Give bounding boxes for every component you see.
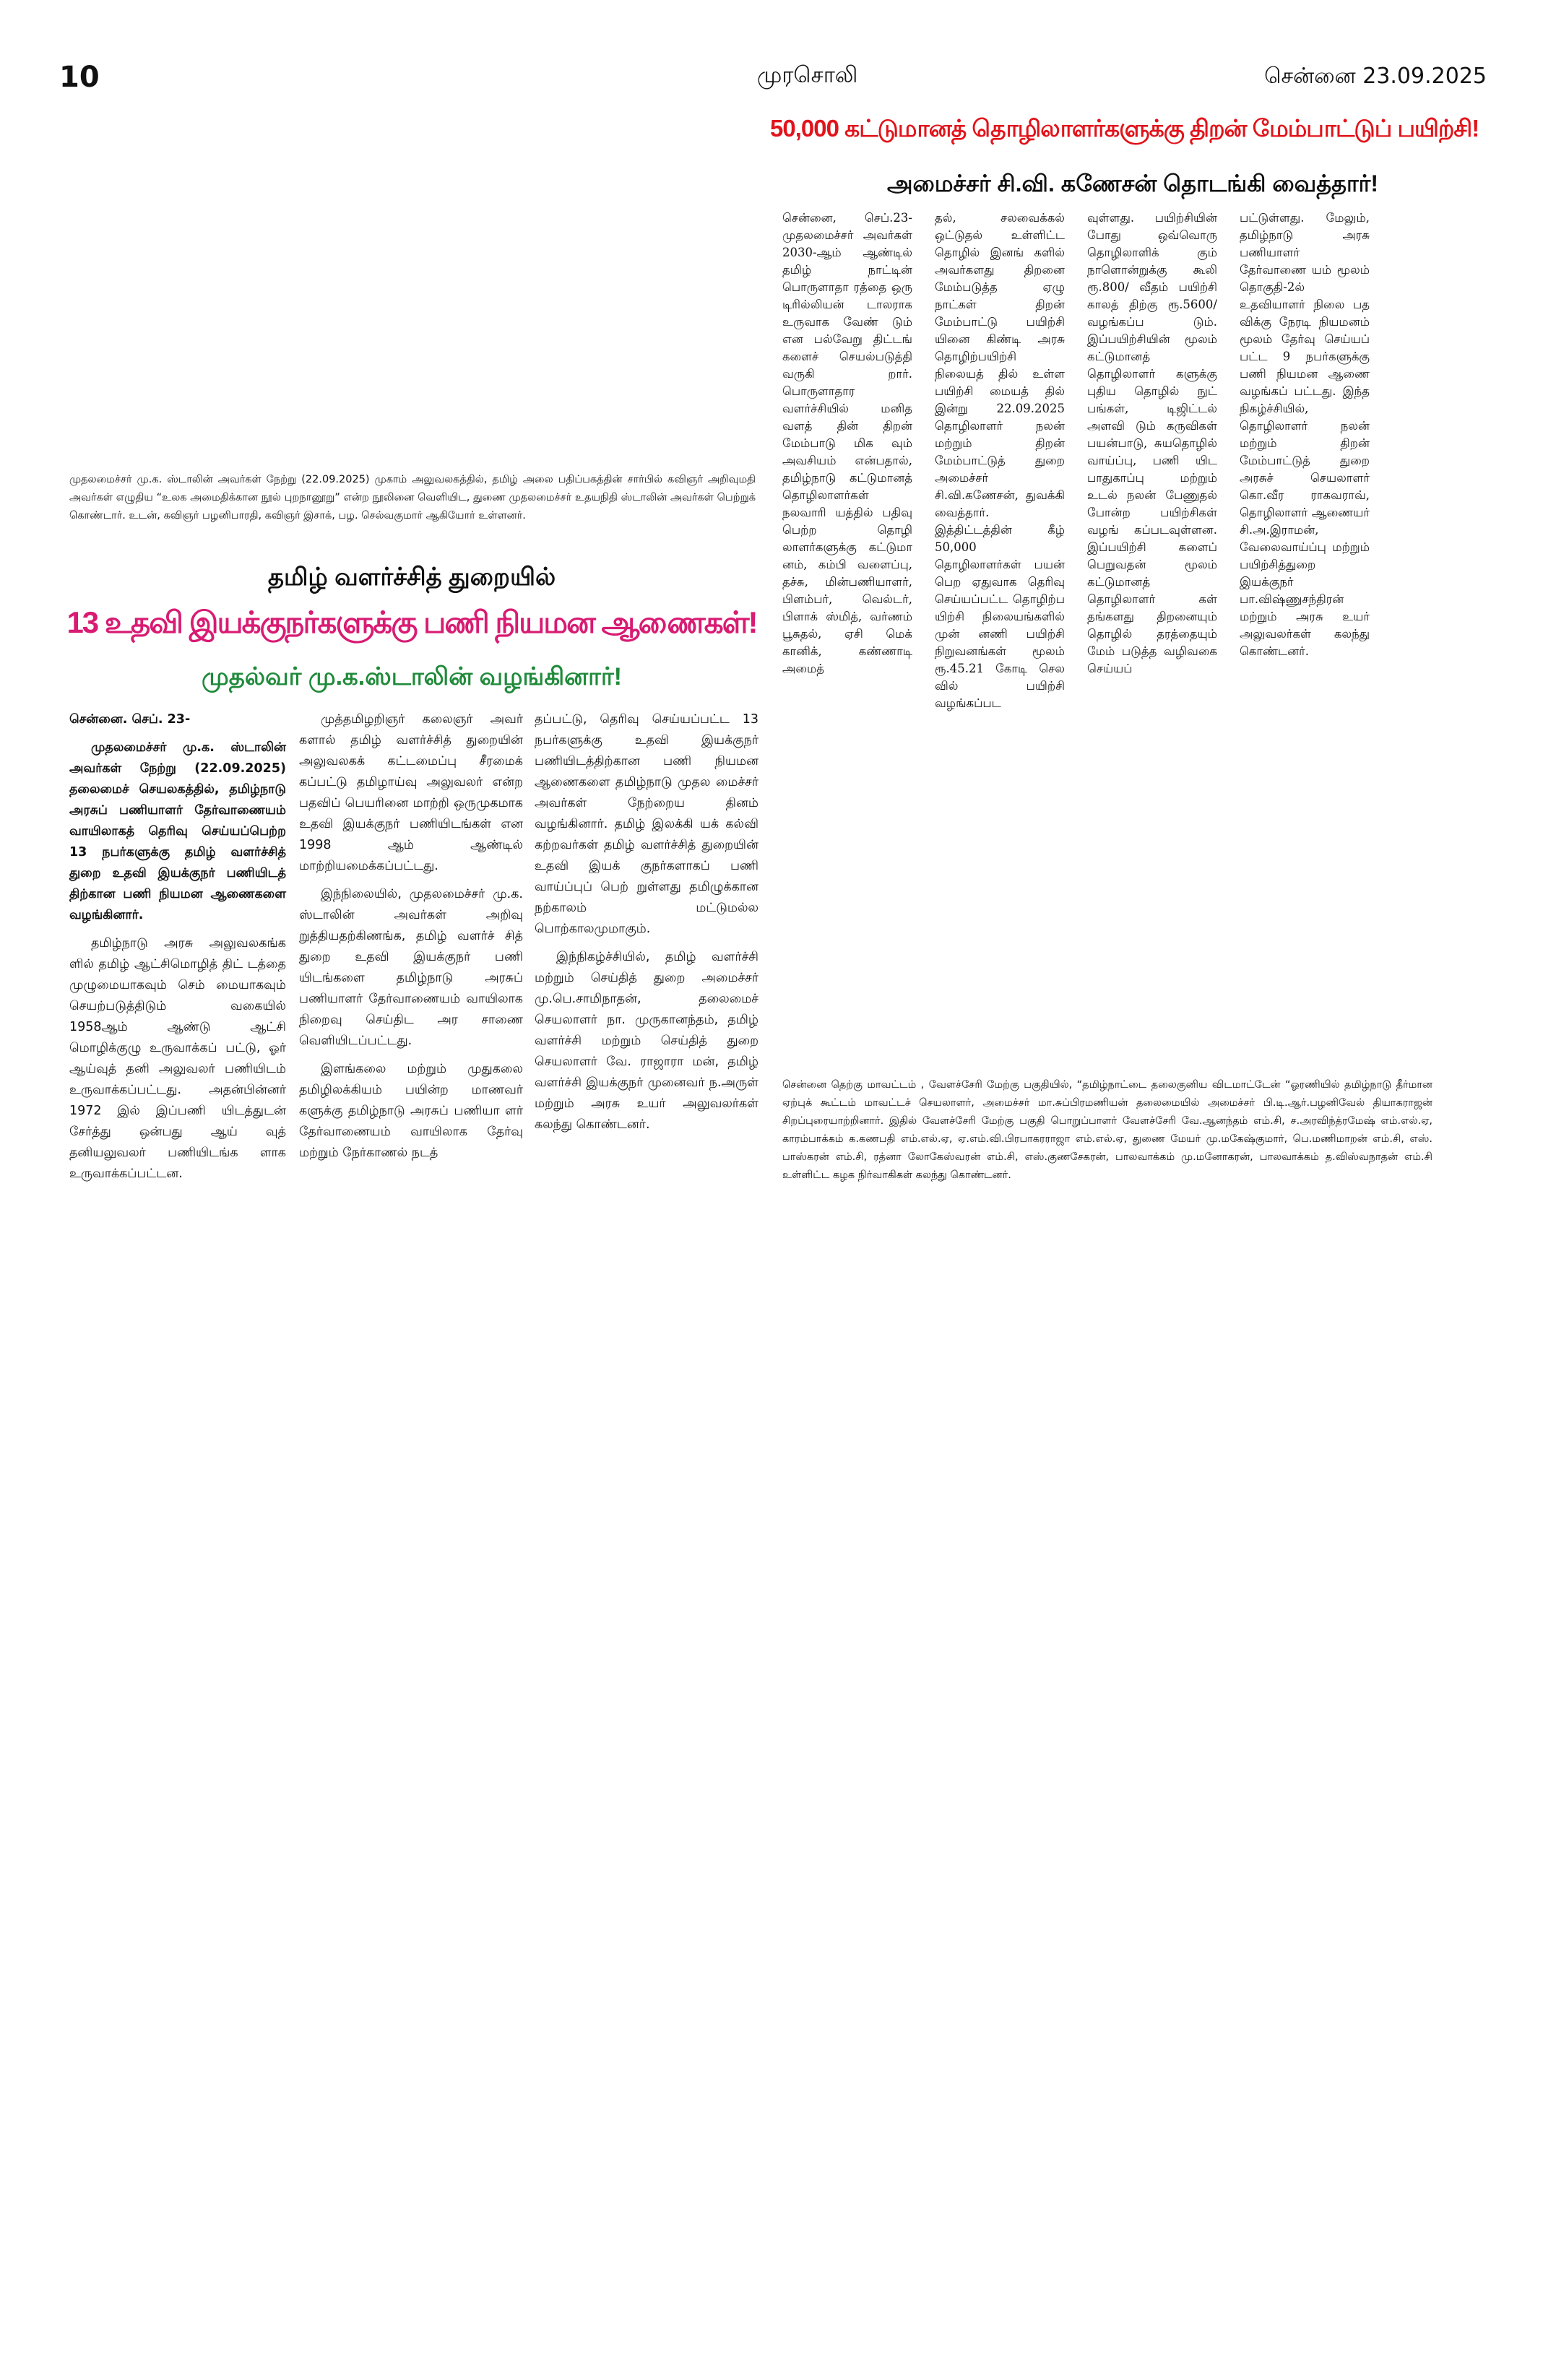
story1-col2: தல், சலவைக்கல் ஒட்டுதல் உள்ளிட்ட தொழில் இனங் களில் அவர்களது திறனை மேம்படுத்த ஏழு நாட்கள் திறன் மேம்பாட்டு பயிற்சி யினை கிண்டி அரசு தொழிற்பயிற்சி நிலையத் தில் உள்ள பயிற்சி மையத் தில் இன்று 22.09.2025 தொழிலாளர் நலன் மற்றும் திறன் மேம்பாட்டுத் துறை அமைச்சர் சி.வி.கணேசன், துவக்கி வைத்தார். இத்திட்டத்தின் கீழ் 50,000 தொழிலாளர்கள் பயன் பெற ஏதுவாக தெரிவு செய்யப்பட்ட தொழிற்ப யிற்சி நிலையங்களில் முன் னணி பயிற்சி நிறுவனங்கள் மூலம் ரூ.45.21 கோடி செல வில் பயிற்சி வழங்கப்பட [935, 211, 1065, 710]
page-number: 10 [59, 61, 100, 94]
photo-caption-left: முதலமைச்சர் மு.க. ஸ்டாலின் அவர்கள் நேற்று (22.09.2025) முகாம் அலுவலகத்தில், தமிழ் அலை பதிப்பகத்தின் சார்பில் கவிஞர் அறிவுமதி அவர்கள் எழுதிய “உலக அமைதிக்கான நூல் புறநானூறு” என்ற நூலினை வெளியிட, துணை முதலமைச்சர் உதயநிதி ஸ்டாலின் அவர்கள் பெற்றுக் கொண்டார். உடன், கவிஞர் பழனிபாரதி, கவிஞர் இசாக், பழ. செல்வகுமார் ஆகியோர் உள்ளனர். [69, 474, 756, 522]
story2-col3: தப்பட்டு, தெரிவு செய்யப்பட்ட 13 நபர்களுக்கு உதவி இயக்குநர் பணியிடத்திற்கான பணி நியமன ஆணைகளை தமிழ்நாடு முதல மைச்சர் அவர்கள் நேற்றைய தினம் வழங்கினார். தமிழ் இலக்கி யக் கல்வி கற்றவர்கள் தமிழ் வளர்ச்சித் துறையின் உதவி இயக் குநர்களாகப் பணி வாய்ப்புப் பெற் றுள்ளது தமிழுக்கான நற்காலம் மட்டுமல்ல பொற்காலமுமாகும். இந்நிகழ்ச்சியில், தமிழ் வளர்ச்சி மற்றும் செய்தித் துறை அமைச்சர் மு.பெ.சாமிநாதன், தலைமைச் செயலாளர் நா. முருகானந்தம், தமிழ் வளர்ச்சி மற்றும் செய்தித் துறை செயலாளர் வே. ராஜாரா மன், தமிழ் வளர்ச்சி இயக்குநர் முனைவர் ந.அருள் மற்றும் அரசு உயர் அலுவலர்கள் கலந்து கொண்டனர். [535, 712, 758, 1132]
story2-col2: முத்தமிழறிஞர் கலைஞர் அவர் களால் தமிழ் வளர்ச்சித் துறையின் அலுவலகக் கட்டமைப்பு சீரமைக் கப்பட்டு தமிழாய்வு அலுவலர் என்ற பதவிப் பெயரினை மாற்றி ஒருமுகமாக உதவி இயக்குநர் பணியிடங்கள் என 1998 ஆம் ஆண்டில் மாற்றியமைக்கப்பட்டது. இந்நிலையில், முதலமைச்சர் மு.க. ஸ்டாலின் அவர்கள் அறிவு றுத்தியதற்கிணங்க, தமிழ் வளர்ச் சித் துறை உதவி இயக்குநர் பணி யிடங்களை தமிழ்நாடு அரசுப் பணியாளர் தேர்வாணையம் வாயிலாக நிறைவு செய்திட அர சாணை வெளியிடப்பட்டது. இளங்கலை மற்றும் முதுகலை தமிழிலக்கியம் பயின்ற மாணவர் களுக்கு தமிழ்நாடு அரசுப் பணியா ளர் தேர்வாணையம் வாயிலாக தேர்வு மற்றும் நேர்காணல் நடத் [299, 712, 523, 1160]
story2-col1: சென்னை. செப். 23- முதலமைச்சர் மு.க. ஸ்டாலின் அவர்கள் நேற்று (22.09.2025) தலைமைச் செயலகத்தில், தமிழ்நாடு அரசுப் பணியாளர் தேர்வாணையம் வாயிலாகத் தெரிவு செய்யப்பெற்ற 13 நபர்களுக்கு தமிழ் வளர்ச்சித் துறை உதவி இயக்குநர் பணியிடத் திற்கான பணி நியமன ஆணைகளை வழங்கினார். தமிழ்நாடு அரசு அலுவலகங்க ளில் தமிழ் ஆட்சிமொழித் திட் டத்தை முழுமையாகவும் செம் மையாகவும் செயற்படுத்திடும் வகையில் 1958ஆம் ஆண்டு ஆட்சி மொழிக்குழு உருவாக்கப் பட்டு, ஓர் ஆய்வுத் தனி அலுவலர் பணியிடம் உருவாக்கப்பட்டது. அதன்பின்னர் 1972 இல் இப்பணி யிடத்துடன் சேர்த்து ஒன்பது ஆய் வுத் தனியலுவலர் பணியிடங்க ளாக உருவாக்கப்பட்டன. [69, 712, 286, 1181]
masthead [59, 55, 1487, 95]
story2-kicker: தமிழ் வளர்ச்சித் துறையில் [267, 563, 556, 591]
story2-headline: 13 உதவி இயக்குநர்களுக்கு பணி நியமன ஆணைகள்! [66, 605, 757, 639]
story1-subhead: அமைச்சர் சி.வி. கணேசன் தொடங்கி வைத்தார்! [886, 170, 1379, 196]
story1-headline: 50,000 கட்டுமானத் தொழிலாளர்களுக்கு திறன் மேம்பாட்டுப் பயிற்சி! [770, 115, 1479, 142]
story2-subhead: முதல்வர் மு.க.ஸ்டாலின் வழங்கினார்! [201, 663, 623, 691]
story1-col4: பட்டுள்ளது. மேலும், தமிழ்நாடு அரசு பணியாளர் தேர்வாணை யம் மூலம் தொகுதி-2ல் உதவியாளர் நிலை பத விக்கு நேரடி நியமனம் மூலம் தேர்வு செய்யப் பட்ட 9 நபர்களுக்கு பணி நியமன ஆணை வழங்கப் பட்டது. இந்த நிகழ்ச்சியில், தொழிலாளர் நலன் மற்றும் திறன் மேம்பாட்டுத் துறை அரசுச் செயலாளர் கொ.வீர ராகவராவ், தொழிலாளர் ஆணையர் சி.அ.இராமன், வேலைவாய்ப்பு மற்றும் பயிற்சித்துறை இயக்குநர் பா.விஷ்ணுசந்திரன் மற்றும் அரசு உயர் அலுவலர்கள் கலந்து கொண்டனர். [1240, 211, 1370, 658]
photo-caption-right: சென்னை தெற்கு மாவட்டம் , வேளச்சேரி மேற்கு பகுதியில், “தமிழ்நாட்டை தலைகுனிய விடமாட்டேன் “ஓரணியில் தமிழ்நாடு தீர்மான ஏற்புக் கூட்டம் மாவட்டச் செயலாளர், அமைச்சர் மா.சுப்பிரமணியன் தலைமையில் அமைச்சர் பி.டி.ஆர்.பழனிவேல் தியாகராஜன் சிறப்புரையாற்றினார். இதில் வேளச்சேரி மேற்கு பகுதி பொறுப்பாளர் வேளச்சேரி வே.ஆனந்தம் எம்.சி, ச.அரவிந்த்ரமேஷ் எம்.எல்.ஏ, காரம்பாக்கம் க.கணபதி எம்.எல்.ஏ, ஏ.எம்.வி.பிரபாகரராஜா எம்.எல்.ஏ, துணை மேயர் மு.மகேஷ்குமார், பெ.மணிமாறன் எம்.சி, எஸ். பாஸ்கரன் எம்.சி, ரத்னா லோகேஸ்வரன் எம்.சி, எஸ்.குணசேகரன், பாலவாக்கம் மு.மனோகரன், பாலவாக்கம் த.விஸ்வநாதன் எம்.சி உள்ளிட்ட கழக நிர்வாகிகள் கலந்து கொண்டனர். [782, 1079, 1432, 1181]
story1-col1: சென்னை, செப்.23- முதலமைச்சர் அவர்கள் 2030-ஆம் ஆண்டில் தமிழ் நாட்டின் பொருளாதா ரத்தை ஒரு டிரில்லியன் டாலராக உருவாக வேண் டும் என பல்வேறு திட்டங் களைச் செயல்படுத்தி வருகி றார். பொருளாதார வளர்ச்சியில் மனித வளத் தின் திறன் மேம்பாடு மிக வும் அவசியம் என்பதால், தமிழ்நாடு கட்டுமானத் தொழிலாளர்கள் நலவாரி யத்தில் பதிவு பெற்ற தொழி லாளர்களுக்கு கட்டுமா னம், கம்பி வளைப்பு, தச்சு, மின்பணியாளர், பிளம்பர், வெல்டர், பிளாக் ஸ்மித், வர்ணம் பூசுதல், ஏசி மெக் கானிக், கண்ணாடி அமைத் [782, 211, 912, 675]
story1-col3: வுள்ளது. பயிற்சியின் போது ஒவ்வொரு தொழிலாளிக் கும் நாளொன்றுக்கு கூலி ரூ.800/ வீதம் பயிற்சி காலத் திற்கு ரூ.5600/ வழங்கப்ப டும். இப்பயிற்சியின் மூலம் கட்டுமானத் தொழிலாளர் களுக்கு புதிய தொழில் நுட் பங்கள், டிஜிட்டல் அளவி டும் கருவிகள் பயன்பாடு, சுயதொழில் வாய்ப்பு, பணி யிட பாதுகாப்பு மற்றும் உடல் நலன் பேணுதல் போன்ற பயிற்சிகள் வழங் கப்படவுள்ளன. இப்பயிற்சி களைப் பெறுவதன் மூலம் கட்டுமானத் தொழிலாளர் கள் தங்களது திறனையும் தொழில் தரத்தையும் மேம் படுத்த வழிவகை செய்யப் [1087, 211, 1217, 675]
newspaper-name: முரசொலி [757, 62, 858, 88]
city-date: சென்னை 23.09.2025 [1264, 64, 1487, 89]
